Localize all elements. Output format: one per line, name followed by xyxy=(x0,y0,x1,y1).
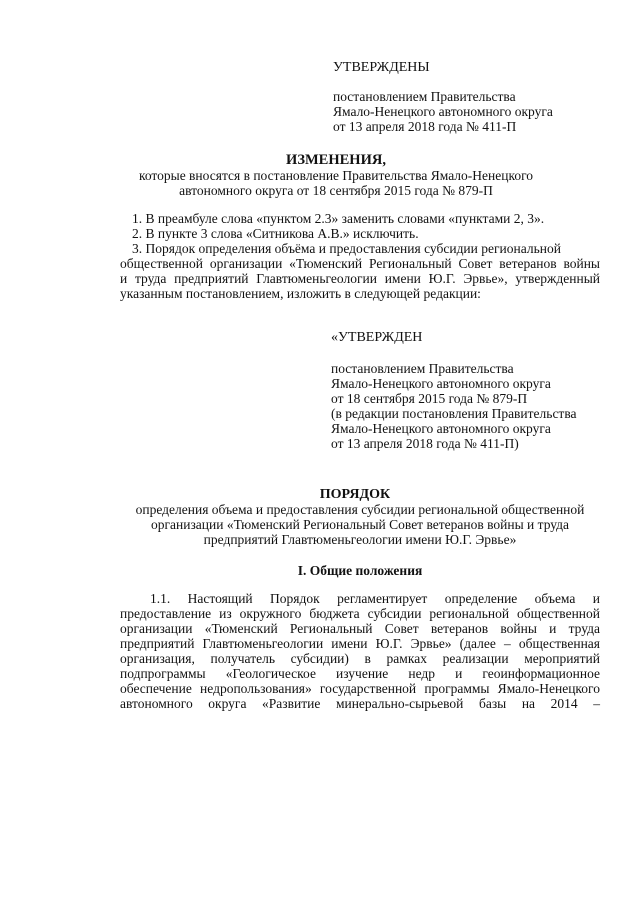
approved-line: от 18 сентября 2015 года № 879-П xyxy=(331,391,528,406)
changes-title: ИЗМЕНЕНИЯ, xyxy=(286,152,386,168)
paragraph-line: обеспечение недропользования» государственной программы Ямало-Ненецкого xyxy=(120,681,600,696)
changes-subtitle xyxy=(0,168,640,198)
paragraph-line: организации «Тюменский Региональный Совет ветеранов войны и труда xyxy=(120,621,600,636)
approval-title: УТВЕРЖДЕНЫ xyxy=(333,60,430,75)
change-item-continued: указанным постановлением, изложить в следующей редакции: xyxy=(120,286,481,301)
change-item: 3. Порядок определения объёма и предоставления субсидии региональной xyxy=(132,241,561,256)
approved-line: Ямало-Ненецкого автономного округа xyxy=(331,376,551,391)
paragraph-line: организация, получатель субсидии) в рамках реализации мероприятий xyxy=(120,651,600,666)
order-title: ПОРЯДОК xyxy=(319,487,391,502)
section-paragraph xyxy=(120,591,600,711)
approval-line: Ямало-Ненецкого автономного округа xyxy=(333,104,553,119)
change-item-continued: общественной организации «Тюменский Региональный Совет ветеранов войны xyxy=(120,256,600,271)
paragraph-line: подпрограммы «Геологическое изучение недр и геоинформационное xyxy=(120,666,600,681)
approved-block xyxy=(331,330,621,451)
order-subtitle-line: организации «Тюменский Региональный Совет ветеранов войны и труда xyxy=(150,517,570,532)
changes-subtitle-line: автономного округа от 18 сентября 2015 года № 879-П xyxy=(179,183,493,198)
paragraph-line: предоставление из окружного бюджета субсидии региональной общественной xyxy=(120,606,600,621)
order-subtitle xyxy=(0,502,640,547)
change-item: 1. В преамбуле слова «пунктом 2.3» заменить словами «пунктами 2, 3». xyxy=(132,211,545,226)
changes-subtitle-line: которые вносятся в постановление Правительства Ямало-Ненецкого xyxy=(138,168,534,183)
change-item: 2. В пункте 3 слова «Ситникова А.В.» исключить. xyxy=(132,226,419,241)
approved-title: «УТВЕРЖДЕН xyxy=(331,330,423,345)
paragraph-line: автономного округа «Развитие минерально-сырьевой базы на 2014 – xyxy=(120,696,600,711)
paragraph-line: 1.1. Настоящий Порядок регламентирует определение объема и xyxy=(150,591,600,606)
order-subtitle-line: определения объема и предоставления субсидии региональной общественной xyxy=(135,502,585,517)
section-heading: I. Общие положения xyxy=(297,563,423,578)
approved-line: Ямало-Ненецкого автономного округа xyxy=(331,421,551,436)
approval-line: от 13 апреля 2018 года № 411-П xyxy=(333,119,517,134)
approved-line: от 13 апреля 2018 года № 411-П) xyxy=(331,436,519,451)
approval-line: постановлением Правительства xyxy=(333,89,516,104)
order-subtitle-line: предприятий Главтюменьгеологии имени Ю.Г. Эрвье» xyxy=(203,532,517,547)
approved-line: постановлением Правительства xyxy=(331,361,514,376)
approved-line: (в редакции постановления Правительства xyxy=(331,406,577,421)
change-item-continued: и труда предприятий Главтюменьгеологии имени Ю.Г. Эрвье», утвержденный xyxy=(120,271,600,286)
approval-block xyxy=(333,60,623,134)
paragraph-line: предприятий Главтюменьгеологии имени Ю.Г. Эрвье» (далее – общественная xyxy=(120,636,600,651)
changes-items xyxy=(120,211,600,301)
